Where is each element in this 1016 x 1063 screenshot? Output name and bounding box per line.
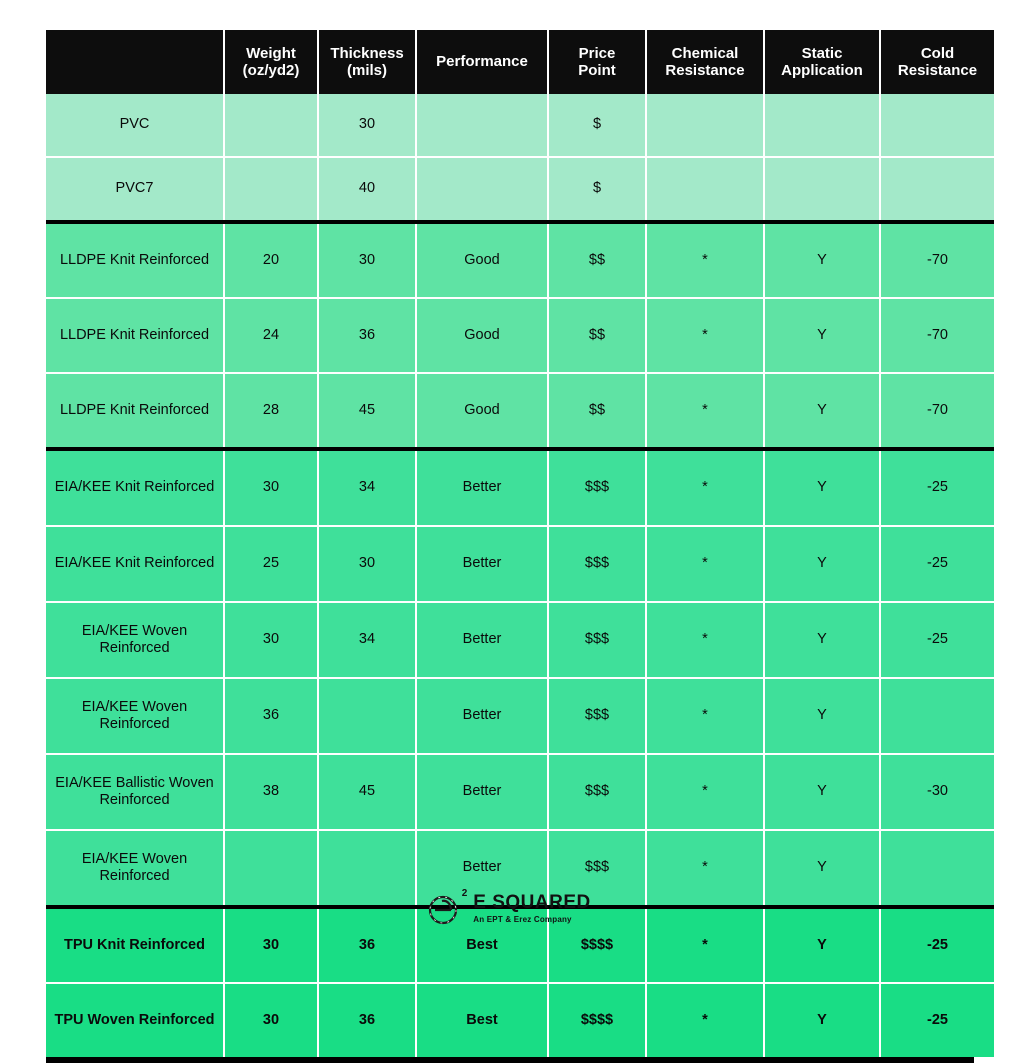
column-header-cold-resistance (880, 30, 994, 94)
table-header (46, 30, 994, 94)
cell-thickness: 30 (318, 94, 416, 157)
cell-chemical-resistance: * (646, 373, 764, 449)
column-header-material (46, 30, 224, 94)
cell-weight: 36 (224, 678, 318, 754)
cell-chemical-resistance: * (646, 298, 764, 373)
table-row (46, 222, 994, 298)
cell-static-application: Y (764, 222, 880, 298)
cell-thickness: 34 (318, 602, 416, 678)
table-row (46, 678, 994, 754)
cell-thickness: 30 (318, 222, 416, 298)
cell-material: EIA/KEE Woven Reinforced (46, 830, 224, 907)
cell-static-application: Y (764, 678, 880, 754)
company-logo (0, 888, 1016, 928)
cell-static-application: Y (764, 449, 880, 526)
logo-text (473, 893, 590, 924)
column-header-weight-line1: Weight (246, 44, 296, 62)
cell-price-point: $ (548, 157, 646, 222)
cell-weight: 30 (224, 602, 318, 678)
table-row (46, 373, 994, 449)
cell-thickness: 45 (318, 754, 416, 830)
column-header-static-application (764, 30, 880, 94)
column-header-thickness-line2: (mils) (346, 62, 387, 79)
cell-material: TPU Woven Reinforced (46, 983, 224, 1057)
cell-weight (224, 157, 318, 222)
cell-material: EIA/KEE Woven Reinforced (46, 602, 224, 678)
cell-chemical-resistance: * (646, 983, 764, 1057)
cell-weight: 30 (224, 449, 318, 526)
cell-cold-resistance: -70 (880, 373, 994, 449)
cell-performance: Better (416, 602, 548, 678)
cell-performance: Good (416, 298, 548, 373)
cell-chemical-resistance: * (646, 449, 764, 526)
cell-chemical-resistance (646, 157, 764, 222)
cell-material: EIA/KEE Woven Reinforced (46, 678, 224, 754)
table-row (46, 94, 994, 157)
cell-material: PVC (46, 94, 224, 157)
column-header-performance-line1: Performance (436, 53, 528, 71)
cell-price-point: $$ (548, 222, 646, 298)
cell-performance: Better (416, 754, 548, 830)
column-header-price-line2: Point (578, 62, 616, 79)
cell-chemical-resistance: * (646, 526, 764, 602)
column-header-performance (416, 30, 548, 94)
cell-price-point: $$ (548, 298, 646, 373)
cell-cold-resistance (880, 678, 994, 754)
cell-static-application: Y (764, 907, 880, 983)
column-header-chemical-line2: Resistance (665, 62, 745, 79)
cell-chemical-resistance: * (646, 602, 764, 678)
logo-superscript: 2 (461, 888, 468, 899)
cell-performance (416, 157, 548, 222)
cell-performance: Good (416, 373, 548, 449)
cell-cold-resistance: -30 (880, 754, 994, 830)
cell-static-application: Y (764, 983, 880, 1057)
logo-tagline: An EPT & Erez Company (473, 914, 572, 924)
cell-price-point: $$ (548, 373, 646, 449)
cell-performance: Best (416, 907, 548, 983)
cell-weight: 30 (224, 983, 318, 1057)
column-header-price-line1: Price (578, 44, 616, 62)
column-header-static-line2: Application (781, 62, 863, 79)
e-squared-icon (425, 888, 468, 928)
table-bottom-border (46, 1057, 974, 1063)
table-row (46, 526, 994, 602)
cell-weight: 30 (224, 907, 318, 983)
cell-weight (224, 94, 318, 157)
table-row (46, 754, 994, 830)
column-header-thickness-line1: Thickness (330, 44, 404, 62)
cell-static-application: Y (764, 602, 880, 678)
cell-material: LLDPE Knit Reinforced (46, 222, 224, 298)
column-header-weight (224, 30, 318, 94)
table-row (46, 449, 994, 526)
cell-material: TPU Knit Reinforced (46, 907, 224, 983)
cell-performance: Better (416, 449, 548, 526)
cell-price-point: $$$$ (548, 907, 646, 983)
cell-thickness: 36 (318, 983, 416, 1057)
column-header-cold-line2: Resistance (897, 62, 978, 79)
table-row (46, 298, 994, 373)
cell-price-point: $$$ (548, 526, 646, 602)
cell-cold-resistance: -25 (880, 983, 994, 1057)
cell-price-point: $$$ (548, 754, 646, 830)
cell-weight: 24 (224, 298, 318, 373)
cell-performance: Better (416, 678, 548, 754)
cell-material: EIA/KEE Knit Reinforced (46, 526, 224, 602)
cell-chemical-resistance: * (646, 830, 764, 907)
cell-cold-resistance (880, 157, 994, 222)
cell-chemical-resistance: * (646, 754, 764, 830)
cell-chemical-resistance: * (646, 907, 764, 983)
cell-material: EIA/KEE Knit Reinforced (46, 449, 224, 526)
cell-static-application (764, 157, 880, 222)
cell-weight: 28 (224, 373, 318, 449)
cell-material: LLDPE Knit Reinforced (46, 298, 224, 373)
column-header-static-line1: Static (801, 44, 843, 62)
column-header-thickness (318, 30, 416, 94)
table-header-row (46, 30, 994, 94)
cell-price-point: $$$ (548, 602, 646, 678)
cell-cold-resistance (880, 94, 994, 157)
cell-static-application: Y (764, 754, 880, 830)
cell-weight: 38 (224, 754, 318, 830)
cell-thickness: 30 (318, 526, 416, 602)
cell-material: PVC7 (46, 157, 224, 222)
table-row (46, 602, 994, 678)
cell-cold-resistance: -70 (880, 298, 994, 373)
cell-cold-resistance: -70 (880, 222, 994, 298)
cell-thickness: 40 (318, 157, 416, 222)
table-row (46, 157, 994, 222)
logo-name: E SQUARED (473, 891, 591, 913)
cell-weight: 25 (224, 526, 318, 602)
cell-cold-resistance: -25 (880, 449, 994, 526)
cell-performance: Better (416, 526, 548, 602)
cell-performance: Good (416, 222, 548, 298)
cell-price-point: $$$$ (548, 983, 646, 1057)
cell-thickness: 36 (318, 298, 416, 373)
cell-price-point: $$$ (548, 830, 646, 907)
cell-static-application: Y (764, 526, 880, 602)
cell-static-application: Y (764, 298, 880, 373)
cell-thickness: 36 (318, 907, 416, 983)
cell-material: EIA/KEE Ballistic Woven Reinforced (46, 754, 224, 830)
cell-static-application: Y (764, 373, 880, 449)
cell-cold-resistance: -25 (880, 602, 994, 678)
cell-chemical-resistance: * (646, 222, 764, 298)
cell-static-application: Y (764, 830, 880, 907)
column-header-chemical-line1: Chemical (671, 44, 739, 62)
cell-price-point: $ (548, 94, 646, 157)
column-header-weight-line2: (oz/yd2) (242, 62, 300, 79)
cell-thickness: 34 (318, 449, 416, 526)
cell-thickness (318, 678, 416, 754)
column-header-cold-line1: Cold (920, 44, 955, 62)
cell-cold-resistance: -25 (880, 526, 994, 602)
cell-price-point: $$$ (548, 449, 646, 526)
column-header-price-point (548, 30, 646, 94)
table-row (46, 983, 994, 1057)
cell-performance (416, 94, 548, 157)
cell-static-application (764, 94, 880, 157)
cell-material: LLDPE Knit Reinforced (46, 373, 224, 449)
cell-chemical-resistance (646, 94, 764, 157)
cell-performance: Better (416, 830, 548, 907)
cell-cold-resistance: -25 (880, 907, 994, 983)
cell-price-point: $$$ (548, 678, 646, 754)
cell-thickness: 45 (318, 373, 416, 449)
cell-weight: 20 (224, 222, 318, 298)
cell-performance: Best (416, 983, 548, 1057)
column-header-chemical-resistance (646, 30, 764, 94)
cell-chemical-resistance: * (646, 678, 764, 754)
